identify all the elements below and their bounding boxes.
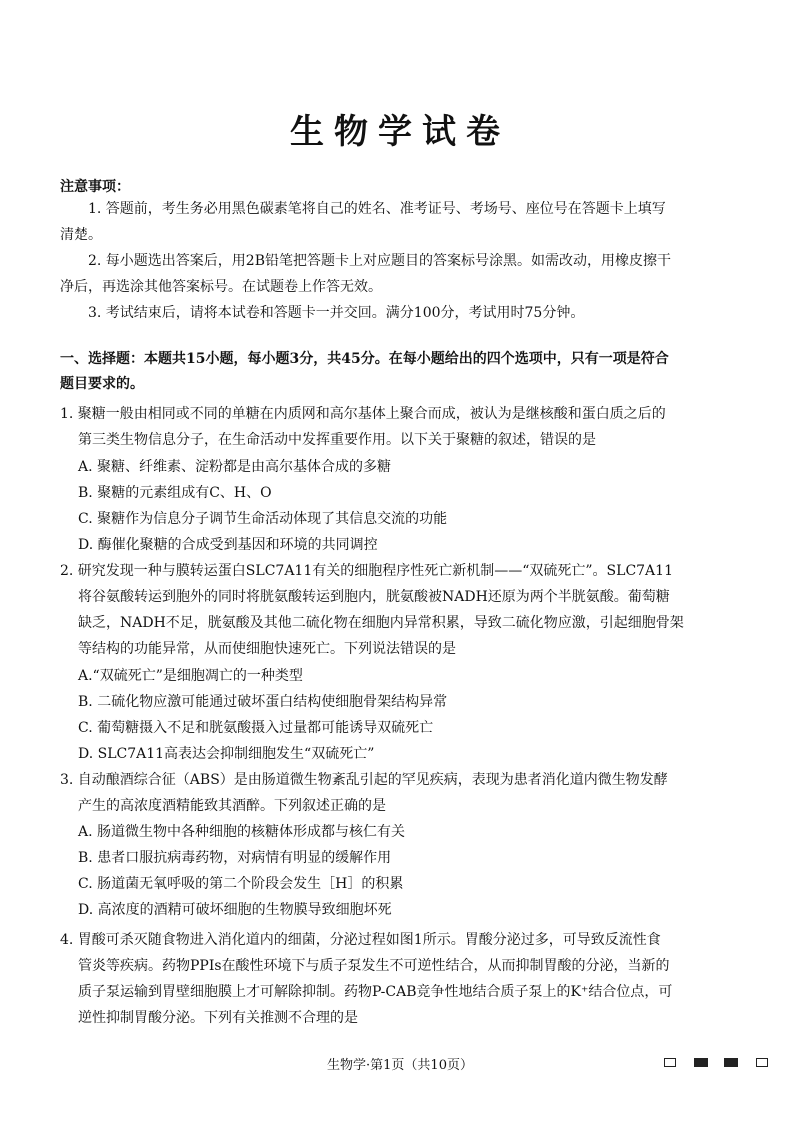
notice-line: 1. 答题前，考生务必用黑色碳素笔将自己的姓名、准考证号、考场号、座位号在答题卡上填写	[88, 201, 666, 217]
notice-line: 3. 考试结束后，请将本试卷和答题卡一并交回。满分100分，考试用时75分钟。	[88, 305, 585, 321]
question-3-option-a: A. 肠道微生物中各种细胞的核糖体形成都与核仁有关	[78, 824, 406, 840]
notice-line: 清楚。	[60, 227, 102, 243]
page-footer: 生物学·第1页（共10页）	[327, 1058, 473, 1073]
question-2-option-a: A.“双硫死亡”是细胞凋亡的一种类型	[78, 668, 303, 684]
question-2-stem: 缺乏，NADH不足，胱氨酸及其他二硫化物在细胞内异常积累，导致二硫化物应激，引起细胞骨架	[78, 615, 684, 631]
question-4-stem: 4. 胃酸可杀灭随食物进入消化道内的细菌，分泌过程如图1所示。胃酸分泌过多，可导致反流性食	[60, 932, 661, 948]
question-3-option-b: B. 患者口服抗病毒药物，对病情有明显的缓解作用	[78, 850, 392, 866]
question-2-stem: 将谷氨酸转运到胞外的同时将胱氨酸转运到胞内，胱氨酸被NADH还原为两个半胱氨酸。葡萄糖	[78, 589, 670, 605]
question-2-option-b: B. 二硫化物应激可能通过破坏蛋白结构使细胞骨架结构异常	[78, 694, 448, 710]
question-4-stem: 质子泵运输到胃壁细胞膜上才可解除抑制。药物P-CAB竞争性地结合质子泵上的K⁺结合位点，可	[78, 984, 673, 1000]
print-mark-solid-icon	[724, 1058, 738, 1067]
question-1-option-b: B. 聚糖的元素组成有C、H、O	[78, 485, 272, 501]
question-2-stem: 2. 研究发现一种与膜转运蛋白SLC7A11有关的细胞程序性死亡新机制——“双硫死亡”。SLC7A11	[60, 563, 673, 579]
section-heading: 一、选择题：本题共15小题，每小题3分，共45分。在每小题给出的四个选项中，只有一项是符合	[60, 351, 669, 367]
question-2-option-c: C. 葡萄糖摄入不足和胱氨酸摄入过量都可能诱导双硫死亡	[78, 720, 434, 736]
question-2-stem: 等结构的功能异常，从而使细胞快速死亡。下列说法错误的是	[78, 641, 456, 657]
notice-heading: 注意事项：	[60, 179, 130, 195]
section-heading: 题目要求的。	[60, 376, 144, 392]
question-3-option-d: D. 高浓度的酒精可破坏细胞的生物膜导致细胞坏死	[78, 902, 392, 918]
question-4-stem: 逆性抑制胃酸分泌。下列有关推测不合理的是	[78, 1010, 358, 1026]
notice-line: 2. 每小题选出答案后，用2B铅笔把答题卡上对应题目的答案标号涂黑。如需改动，用橡皮擦干	[88, 253, 672, 269]
question-2-option-d: D. SLC7A11高表达会抑制细胞发生“双硫死亡”	[78, 746, 375, 762]
print-mark-solid-icon	[694, 1058, 708, 1067]
print-mark-hollow-icon	[756, 1058, 768, 1067]
question-3-stem: 产生的高浓度酒精能致其酒醉。下列叙述正确的是	[78, 798, 386, 814]
question-3-stem: 3. 自动酿酒综合征（ABS）是由肠道微生物紊乱引起的罕见疾病，表现为患者消化道内微生物发酵	[60, 772, 668, 788]
page-title: 生物学试卷	[290, 112, 510, 152]
question-4-stem: 管炎等疾病。药物PPIs在酸性环境下与质子泵发生不可逆性结合，从而抑制胃酸的分泌，当新的	[78, 958, 670, 974]
question-1-option-c: C. 聚糖作为信息分子调节生命活动体现了其信息交流的功能	[78, 511, 448, 527]
question-1-option-a: A. 聚糖、纤维素、淀粉都是由高尔基体合成的多糖	[78, 459, 392, 475]
print-mark-hollow-icon	[664, 1058, 676, 1067]
notice-line: 净后，再选涂其他答案标号。在试题卷上作答无效。	[60, 279, 382, 295]
question-1-stem: 第三类生物信息分子，在生命活动中发挥重要作用。以下关于聚糖的叙述，错误的是	[78, 432, 596, 448]
question-1-stem: 1. 聚糖一般由相同或不同的单糖在内质网和高尔基体上聚合而成，被认为是继核酸和蛋白质之后的	[60, 406, 666, 422]
question-3-option-c: C. 肠道菌无氧呼吸的第二个阶段会发生［H］的积累	[78, 876, 404, 892]
question-1-option-d: D. 酶催化聚糖的合成受到基因和环境的共同调控	[78, 537, 378, 553]
